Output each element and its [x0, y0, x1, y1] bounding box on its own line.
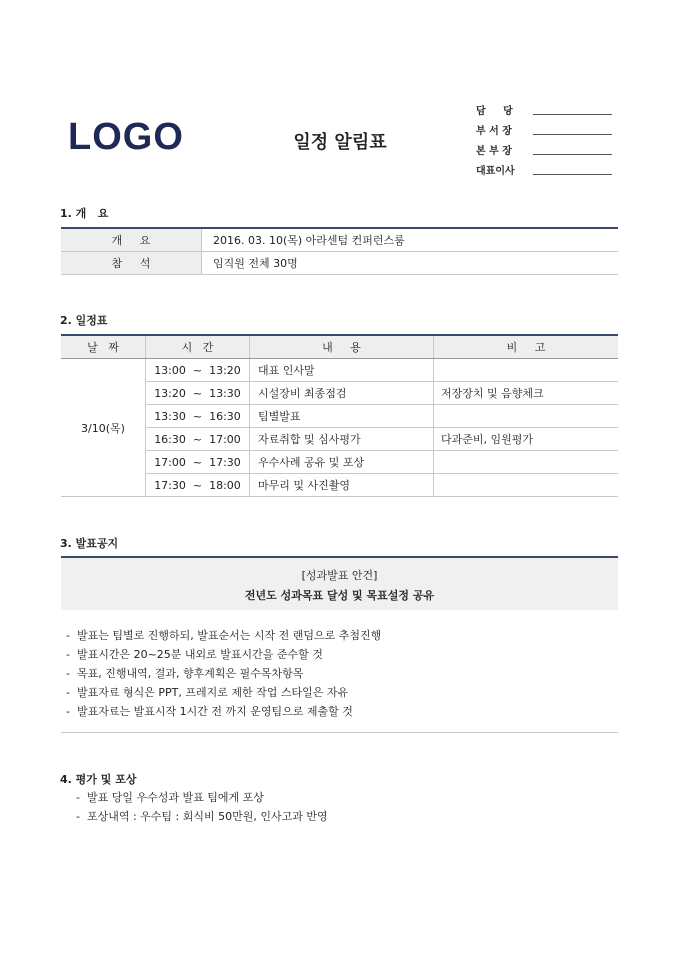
content-cell: 대표 인사말: [250, 359, 434, 382]
table-row: [61, 428, 618, 451]
content-cell: 시설장비 최종점검: [250, 382, 434, 405]
table-row: [61, 451, 618, 474]
approval-row: [476, 162, 616, 182]
time-cell: 13:00 ~ 13:20: [146, 359, 250, 382]
list-item: - 목표, 진행내역, 결과, 향후계획은 필수목차항목: [66, 667, 304, 680]
section-title-overview: 1. 개 요: [60, 207, 109, 220]
content-cell: 우수사례 공유 및 포상: [250, 451, 434, 474]
row-label: 개 요: [61, 228, 202, 252]
column-header: 시 간: [146, 335, 250, 359]
overview-table: [61, 227, 618, 275]
signature-line: [533, 114, 612, 115]
note-cell: [434, 474, 619, 497]
table-row: [61, 359, 618, 382]
approval-row: [476, 102, 616, 122]
approval-block: [476, 102, 616, 182]
notice-box: [61, 556, 618, 610]
section-title-schedule: 2. 일정표: [60, 314, 108, 327]
row-value: 2016. 03. 10(목) 아라센텀 컨퍼런스룸: [202, 228, 619, 252]
signature-line: [533, 174, 612, 175]
list-item: - 발표시간은 20~25분 내외로 발표시간을 준수할 것: [66, 648, 323, 661]
table-row: [61, 405, 618, 428]
section-title-notice: 3. 발표공지: [60, 537, 119, 550]
schedule-table: [61, 334, 618, 497]
list-item: - 발표 당일 우수성과 발표 팀에게 포상: [76, 791, 264, 804]
time-cell: 17:00 ~ 17:30: [146, 451, 250, 474]
row-value: 임직원 전체 30명: [202, 252, 619, 275]
column-header: 내 용: [250, 335, 434, 359]
content-cell: 팀별발표: [250, 405, 434, 428]
note-cell: [434, 359, 619, 382]
approval-label: 부 서 장: [476, 126, 512, 137]
divider: [61, 732, 618, 733]
column-header: 비 고: [434, 335, 619, 359]
table-header-row: [61, 335, 618, 359]
list-item: - 포상내역 : 우수팀 : 회식비 50만원, 인사고과 반영: [76, 810, 328, 823]
approval-label: 본 부 장: [476, 146, 512, 157]
evaluation-list: [76, 788, 328, 826]
time-cell: 13:20 ~ 13:30: [146, 382, 250, 405]
time-cell: 13:30 ~ 16:30: [146, 405, 250, 428]
content-cell: 자료취합 및 심사평가: [250, 428, 434, 451]
list-item: - 발표자료 형식은 PPT, 프레지로 제한 작업 스타일은 자유: [66, 686, 349, 699]
signature-line: [533, 134, 612, 135]
list-item: - 발표자료는 발표시작 1시간 전 까지 운영팀으로 제출할 것: [66, 705, 353, 718]
approval-label: 담 당: [476, 106, 513, 117]
note-cell: [434, 451, 619, 474]
column-header: 날 짜: [61, 335, 146, 359]
document-title: 일정 알림표: [293, 132, 387, 153]
approval-row: [476, 122, 616, 142]
table-row: [61, 228, 618, 252]
note-cell: [434, 405, 619, 428]
logo: LOGO: [68, 116, 184, 158]
approval-label: 대표이사: [476, 166, 515, 177]
note-cell: 다과준비, 임원평가: [434, 428, 619, 451]
row-label: 참 석: [61, 252, 202, 275]
notice-title: 전년도 성과목표 달성 및 목표설정 공유: [244, 589, 435, 602]
notice-list: [66, 626, 381, 721]
section-title-evaluation: 4. 평가 및 포상: [60, 773, 137, 786]
table-row: [61, 252, 618, 275]
date-cell: 3/10(목): [61, 359, 146, 497]
time-cell: 17:30 ~ 18:00: [146, 474, 250, 497]
table-row: [61, 474, 618, 497]
table-row: [61, 382, 618, 405]
signature-line: [533, 154, 612, 155]
approval-row: [476, 142, 616, 162]
content-cell: 마무리 및 사진촬영: [250, 474, 434, 497]
notice-subtitle: [성과발표 안건]: [301, 569, 378, 582]
time-cell: 16:30 ~ 17:00: [146, 428, 250, 451]
list-item: - 발표는 팀별로 진행하되, 발표순서는 시작 전 랜덤으로 추첨진행: [66, 629, 382, 642]
note-cell: 저장장치 및 음향체크: [434, 382, 619, 405]
